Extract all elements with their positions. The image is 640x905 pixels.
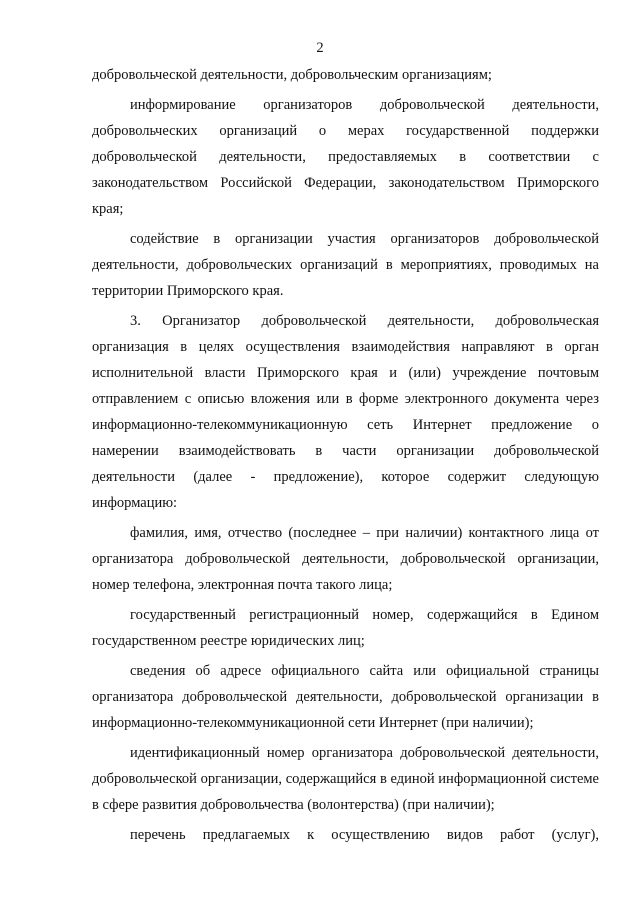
page-number: 2 <box>316 40 324 56</box>
document-body <box>92 62 599 852</box>
paragraph-identification-number: идентификационный номер организатора добровольческой деятельности, добровольческой организации, содержащийся в единой информационной системе в сфере развития добровольчества (волонтерства) (при наличии); <box>92 745 599 813</box>
paragraph-assistance: содействие в организации участия организаторов добровольческой деятельности, добровольческих организаций в мероприятиях, проводимых на территории Приморского края. <box>92 231 599 299</box>
paragraph-continuation: добровольческой деятельности, добровольческим организациям; <box>92 67 492 83</box>
paragraph-website: сведения об адресе официального сайта или официальной страницы организатора добровольческой деятельности, добровольческой организации в информационно-телекоммуникационной сети Интернет (при наличии); <box>92 663 599 731</box>
paragraph-contact-person: фамилия, имя, отчество (последнее – при наличии) контактного лица от организатора добровольческой деятельности, добровольческой организации, номер телефона, электронная почта такого лица; <box>92 525 599 593</box>
paragraph-informing: информирование организаторов добровольческой деятельности, добровольческих организаций о мерах государственной поддержки добровольческой деятельности, предоставляемых в соответствии с законодательством Российской Федерации, законодательством Приморского края; <box>92 97 599 217</box>
paragraph-registration-number: государственный регистрационный номер, содержащийся в Едином государственном реестре юридических лиц; <box>92 607 599 649</box>
paragraph-work-list: перечень предлагаемых к осуществлению видов работ (услуг), <box>130 827 599 843</box>
paragraph-item-3: 3. Организатор добровольческой деятельности, добровольческая организация в целях осуществления взаимодействия направляют в орган исполнительной власти Приморского края и (или) учреждение почтовым отправлением с описью вложения или в форме электронного документа через информационно-телекоммуникационную сеть Интернет предложение о намерении взаимодействовать в части организации добровольческой деятельности (далее - предложение), которое содержит следующую информацию: <box>92 313 599 511</box>
